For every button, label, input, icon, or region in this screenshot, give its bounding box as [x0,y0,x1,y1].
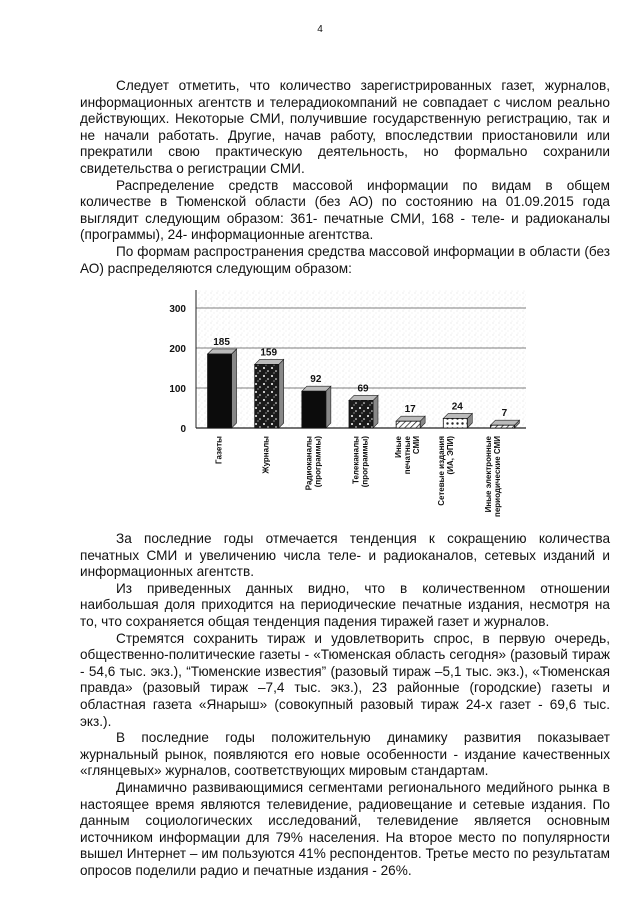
category-label-line: Иные электронные [483,436,493,513]
bar-side [232,349,237,428]
category-label-line: периодические СМИ [492,436,502,517]
bar-side [279,359,284,428]
bar [349,400,373,428]
bar-side [373,395,378,428]
category-label [484,435,502,517]
bar-top [490,420,519,425]
bar [443,418,467,428]
paragraph: Распределение средств массовой информации по видам в общем количестве в Тюменской области (без АО) по состоянию на 01.09.2015 года выглядит следующим образом: 361- печатные СМИ, 168 - теле- и радиоканалы (программы), 24- информационные агентства. [80,177,610,243]
category-label-line: (программы) [360,436,370,488]
category-label: Газеты [214,436,224,464]
category-label [352,436,370,488]
category-label-line: (ИА, ЭПИ) [445,436,455,475]
category-label-line: печатные [403,436,413,475]
y-tick-label: 0 [180,424,186,435]
bar [396,421,420,428]
bar-top [443,413,472,418]
bar-top [396,416,425,421]
bar [490,425,514,428]
data-label: 24 [451,401,463,413]
bar-chart [150,286,530,526]
category-label: Журналы [261,436,271,474]
y-tick-label: 300 [169,304,186,315]
paragraph: Следует отметить, что количество зарегистрированных газет, журналов, информационных агентств и телерадиокомпаний не совпадает с числом реально действующих. Некоторые СМИ, получившие государственную регистрацию, так и не начали работать. Другие, начав работу, впоследствии приостановили или прекратили свою практическую деятельность, но формально сохранили свидетельства о регистрации СМИ. [80,78,610,176]
data-label: 17 [404,404,416,416]
paragraph: Стремятся сохранить тираж и удовлетворить спрос, в первую очередь, общественно-политические газеты - «Тюменская область сегодня» (разовый тираж - 54,6 тыс. экз.), “Тюменские известия” (разовый тираж –5,1 тыс. экз.), «Тюменская правда» (разовый тираж –7,4 тыс. экз.), 23 районные (городские) газеты и областная газета «Янарыш» (совокупный разовый тираж 24-х газет - 69,6 тыс. экз.). [80,630,610,729]
data-label: 7 [501,408,508,420]
category-label-line: Телеканалы [351,436,361,485]
paragraph: Из приведенных данных видно, что в количественном отношении наибольшая доля приходится на периодические печатные издания, несмотря на то, что сохраняется общая тенденция падения тиражей газет и журналов. [80,580,610,629]
category-label-line: (программы) [313,436,323,488]
bar [208,354,232,428]
paragraph: В последние годы положительную динамику развития показывает журнальный рынок, появляются его новые особенности - издание качественных «глянцевых» журналов, соответствующих мировым стандартам. [80,730,610,779]
data-label: 159 [260,347,278,359]
bar-side [326,386,331,428]
bar [302,391,326,428]
data-label: 185 [213,337,230,348]
text-block-bottom [80,531,610,879]
bar-top [349,395,378,400]
category-label-line: СМИ [412,436,422,455]
paragraph: За последние годы отмечается тенденция к сокращению количества печатных СМИ и увеличению числа теле- и радиоканалов, сетевых изданий и информационных агентств. [80,531,610,580]
category-label-line: Сетевые издания [436,436,446,506]
text-block-top [80,78,610,277]
data-label: 69 [357,383,369,395]
category-label [394,435,421,474]
category-label-line: Иные [394,436,404,458]
data-label: 92 [310,374,322,386]
category-label [304,436,322,491]
y-tick-label: 200 [169,344,186,355]
y-tick-label: 100 [169,384,186,395]
paragraph: Динамично развивающимися сегментами регионального медийного рынка в настоящее время являются телевидение, радиовещание и сетевые издания. По данным социологических исследований, телевидение является основным источником информации для 79% населения. На второе место по популярности вышел Интернет – им пользуются 41% респондентов. Третье место по результатам опросов поделили радио и печатные издания - 26%. [80,779,610,878]
bar-top [255,359,284,364]
paragraph: По формам распространения средства массовой информации в области (без АО) распределяются следующим образом: [80,243,610,276]
category-label [437,436,455,506]
category-label-line: Радиоканалы [304,436,314,491]
bar-top [208,349,237,354]
bar [255,364,279,428]
bar-top [302,386,331,391]
page-number: 4 [317,24,323,35]
